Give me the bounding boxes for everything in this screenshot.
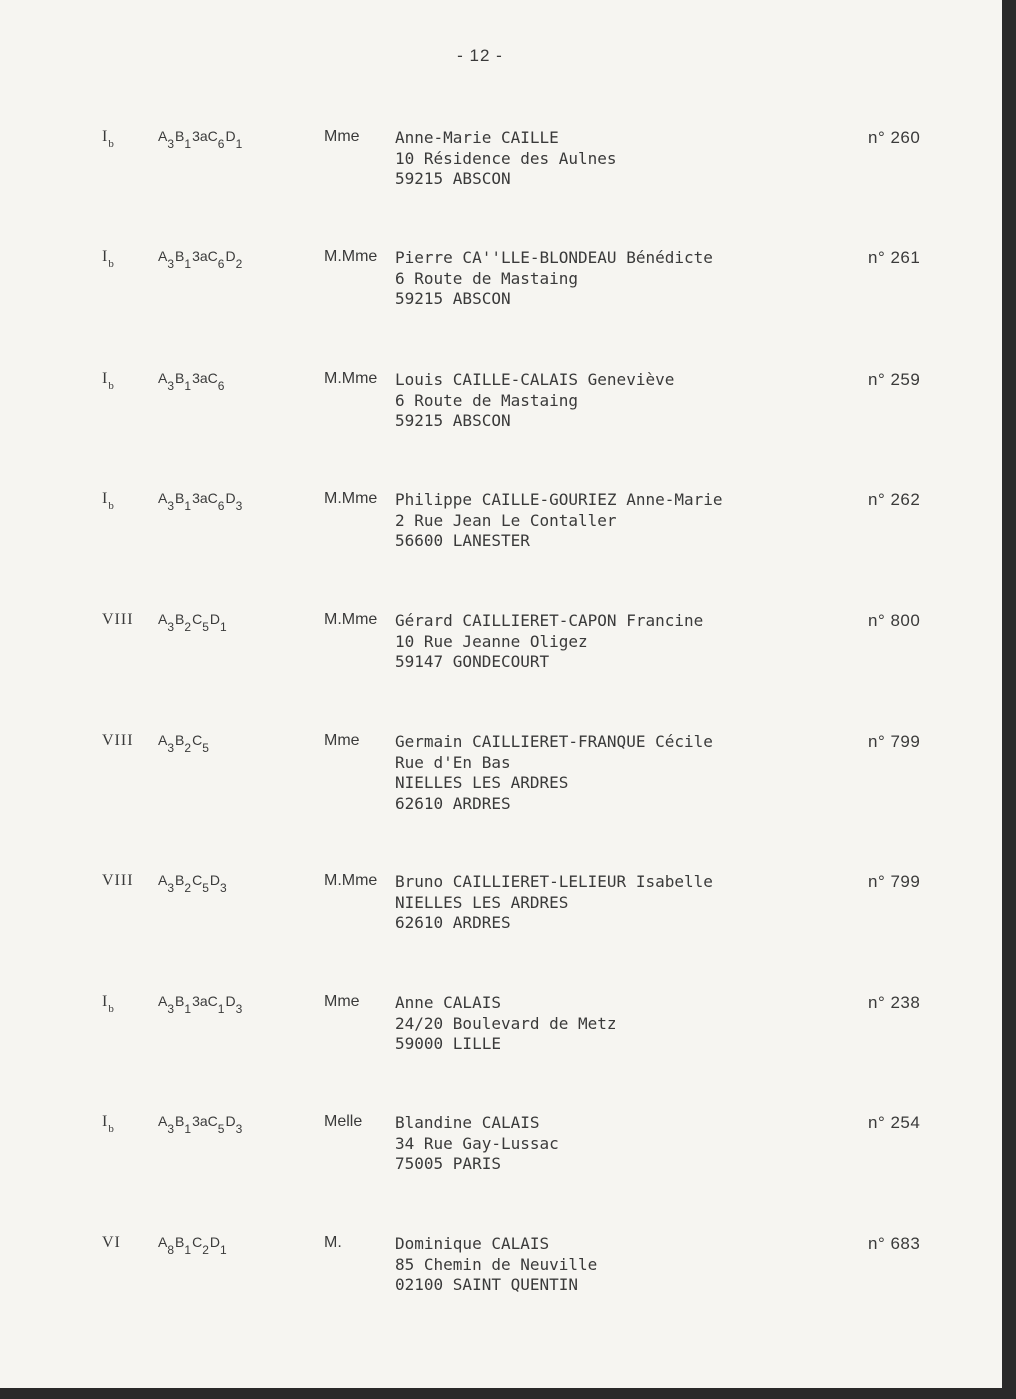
classification-main: I	[102, 128, 109, 145]
code-letter: C	[207, 248, 218, 264]
classification-label	[102, 872, 134, 890]
code-letter: 3a	[192, 1113, 208, 1129]
code-letter: D	[225, 490, 236, 506]
directory-entry	[0, 872, 1002, 952]
name-address-block	[395, 248, 713, 310]
civil-title: Mme	[324, 732, 360, 749]
address-line: Philippe CAILLE-GOURIEZ Anne-Marie	[395, 490, 723, 509]
classification-label	[102, 732, 134, 750]
name-address-block	[395, 1234, 597, 1296]
address-line: Dominique CALAIS	[395, 1234, 550, 1253]
genealogy-code	[158, 248, 243, 271]
classification-main: VI	[102, 1234, 121, 1251]
code-subscript: 5	[202, 881, 209, 895]
civil-title: M.	[324, 1234, 342, 1251]
code-subscript: 6	[217, 379, 225, 393]
address-line: Anne-Marie CAILLE	[395, 128, 559, 147]
code-subscript: 3	[220, 881, 227, 895]
code-subscript: 1	[220, 1243, 227, 1257]
code-subscript: 8	[167, 1243, 175, 1257]
genealogy-code	[158, 1234, 228, 1257]
genealogy-code	[158, 732, 210, 755]
code-subscript: 3	[167, 1002, 175, 1016]
entry-number: n° 800	[868, 611, 921, 630]
code-letter: 3a	[192, 490, 208, 506]
code-subscript: 1	[184, 1243, 192, 1257]
code-subscript: 6	[217, 257, 225, 271]
address-line: Bruno CAILLIERET-LELIEUR Isabelle	[395, 872, 713, 891]
classification-label	[102, 611, 134, 629]
code-subscript: 6	[217, 137, 225, 151]
classification-main: VIII	[102, 611, 134, 628]
genealogy-code	[158, 1113, 243, 1136]
classification-subscript: b	[108, 500, 115, 512]
address-line: 62610 ARDRES	[395, 793, 511, 813]
address-line: 24/20 Boulevard de Metz	[395, 1013, 617, 1033]
address-line: Blandine CALAIS	[395, 1113, 540, 1132]
code-subscript: 2	[184, 881, 192, 895]
civil-title: M.Mme	[324, 490, 378, 507]
entry-number: n° 254	[868, 1113, 921, 1132]
address-line: 59215 ABSCON	[395, 411, 511, 430]
code-subscript: 3	[167, 499, 175, 513]
name-address-block	[395, 611, 703, 673]
classification-main: I	[102, 248, 109, 265]
code-subscript: 3	[167, 741, 175, 755]
code-subscript: 5	[217, 1122, 225, 1136]
code-subscript: 3	[235, 1122, 243, 1136]
classification-main: I	[102, 490, 109, 507]
entry-number: n° 262	[868, 490, 921, 509]
civil-title: M.Mme	[324, 370, 378, 387]
classification-subscript: b	[108, 380, 115, 392]
directory-entry	[0, 370, 1002, 450]
directory-entry	[0, 732, 1002, 812]
entry-number: n° 259	[868, 370, 921, 389]
directory-entry	[0, 1234, 1002, 1314]
code-letter: 3a	[192, 370, 208, 386]
address-line: Rue d'En Bas	[395, 752, 511, 772]
entry-number: n° 238	[868, 993, 921, 1012]
address-line: 10 Résidence des Aulnes	[395, 148, 617, 168]
code-subscript: 3	[167, 379, 175, 393]
directory-entry	[0, 490, 1002, 570]
code-letter: A	[158, 1113, 168, 1129]
address-line: 02100 SAINT QUENTIN	[395, 1275, 579, 1294]
code-letter: C	[207, 490, 218, 506]
address-line: Germain CAILLIERET-FRANQUE Cécile	[395, 732, 713, 751]
entry-number: n° 260	[868, 128, 921, 147]
address-line: 34 Rue Gay-Lussac	[395, 1133, 559, 1153]
civil-title: M.Mme	[324, 872, 378, 889]
address-line: 6 Route de Mastaing	[395, 390, 579, 410]
code-letter: C	[192, 872, 203, 888]
code-subscript: 1	[184, 257, 192, 271]
code-subscript: 1	[184, 137, 192, 151]
classification-subscript: b	[108, 138, 115, 150]
name-address-block	[395, 732, 713, 814]
classification-subscript: b	[108, 1003, 115, 1015]
code-subscript: 3	[167, 1122, 175, 1136]
classification-main: VIII	[102, 732, 134, 749]
code-letter: B	[175, 993, 185, 1009]
code-letter: D	[225, 1113, 236, 1129]
code-subscript: 5	[202, 741, 209, 755]
code-letter: C	[207, 1113, 218, 1129]
code-letter: A	[158, 370, 168, 386]
code-letter: A	[158, 872, 168, 888]
classification-label	[102, 490, 115, 512]
classification-main: I	[102, 1113, 109, 1130]
name-address-block	[395, 872, 713, 934]
code-letter: A	[158, 248, 168, 264]
code-letter: B	[175, 370, 185, 386]
code-letter: A	[158, 128, 168, 144]
entry-number: n° 799	[868, 872, 921, 891]
code-letter: D	[209, 611, 220, 627]
code-letter: C	[207, 128, 218, 144]
address-line: NIELLES LES ARDRES	[395, 773, 569, 792]
code-subscript: 1	[220, 620, 227, 634]
address-line: 62610 ARDRES	[395, 913, 511, 932]
directory-entry	[0, 1113, 1002, 1193]
code-subscript: 3	[167, 257, 175, 271]
classification-subscript: b	[108, 258, 115, 270]
address-line: Louis CAILLE-CALAIS Geneviève	[395, 370, 675, 389]
classification-label	[102, 128, 115, 150]
civil-title: Melle	[324, 1113, 363, 1130]
code-subscript: 3	[167, 137, 175, 151]
civil-title: M.Mme	[324, 248, 378, 265]
code-subscript: 1	[184, 1122, 192, 1136]
code-subscript: 6	[217, 499, 225, 513]
code-letter: D	[225, 248, 236, 264]
code-letter: B	[175, 248, 185, 264]
address-line: 75005 PARIS	[395, 1154, 501, 1173]
code-subscript: 1	[217, 1002, 225, 1016]
name-address-block	[395, 1113, 559, 1175]
address-line: 56600 LANESTER	[395, 531, 530, 550]
civil-title: Mme	[324, 993, 360, 1010]
address-line: 2 Rue Jean Le Contaller	[395, 510, 617, 530]
code-letter: B	[175, 128, 185, 144]
code-letter: B	[175, 1113, 185, 1129]
code-letter: C	[192, 611, 203, 627]
code-subscript: 2	[235, 257, 243, 271]
code-letter: A	[158, 993, 168, 1009]
name-address-block	[395, 490, 723, 552]
code-letter: B	[175, 732, 185, 748]
classification-label	[102, 1234, 121, 1252]
civil-title: M.Mme	[324, 611, 378, 628]
classification-main: I	[102, 370, 109, 387]
address-line: Anne CALAIS	[395, 993, 501, 1012]
genealogy-code	[158, 872, 228, 895]
address-line: 10 Rue Jeanne Oligez	[395, 631, 588, 651]
code-letter: C	[192, 732, 203, 748]
code-letter: B	[175, 1234, 185, 1250]
genealogy-code	[158, 370, 225, 393]
address-line: Gérard CAILLIERET-CAPON Francine	[395, 611, 704, 630]
code-letter: D	[209, 872, 220, 888]
code-subscript: 2	[184, 741, 192, 755]
address-line: 85 Chemin de Neuville	[395, 1254, 598, 1274]
code-letter: B	[175, 611, 185, 627]
code-letter: 3a	[192, 128, 208, 144]
code-subscript: 1	[184, 499, 192, 513]
directory-entry	[0, 611, 1002, 691]
code-subscript: 3	[235, 1002, 243, 1016]
entry-number: n° 261	[868, 248, 921, 267]
code-subscript: 1	[184, 1002, 192, 1016]
address-line: 6 Route de Mastaing	[395, 268, 579, 288]
code-letter: B	[175, 872, 185, 888]
code-letter: 3a	[192, 993, 208, 1009]
genealogy-code	[158, 128, 243, 151]
classification-label	[102, 370, 115, 392]
name-address-block	[395, 128, 617, 190]
code-letter: D	[209, 1234, 220, 1250]
address-line: 59000 LILLE	[395, 1034, 501, 1053]
code-subscript: 1	[184, 379, 192, 393]
address-line: 59147 GONDECOURT	[395, 652, 550, 671]
code-subscript: 2	[184, 620, 192, 634]
code-subscript: 3	[235, 499, 243, 513]
code-letter: D	[225, 128, 236, 144]
code-subscript: 5	[202, 620, 209, 634]
code-letter: A	[158, 490, 168, 506]
genealogy-code	[158, 993, 243, 1016]
classification-label	[102, 1113, 115, 1135]
code-letter: B	[175, 490, 185, 506]
code-letter: A	[158, 611, 168, 627]
classification-main: VIII	[102, 872, 134, 889]
address-line: Pierre CA''LLE-BLONDEAU Bénédicte	[395, 248, 713, 267]
code-letter: C	[207, 993, 218, 1009]
code-letter: C	[207, 370, 218, 386]
classification-main: I	[102, 993, 109, 1010]
name-address-block	[395, 370, 674, 432]
address-line: 59215 ABSCON	[395, 169, 511, 188]
genealogy-code	[158, 611, 228, 634]
page-number: - 12 -	[457, 46, 503, 65]
genealogy-code	[158, 490, 243, 513]
classification-subscript: b	[108, 1123, 115, 1135]
code-subscript: 3	[167, 620, 175, 634]
code-subscript: 3	[167, 881, 175, 895]
name-address-block	[395, 993, 617, 1055]
directory-entry	[0, 128, 1002, 208]
classification-label	[102, 993, 115, 1015]
code-letter: A	[158, 732, 168, 748]
directory-entry	[0, 993, 1002, 1073]
code-letter: C	[192, 1234, 203, 1250]
civil-title: Mme	[324, 128, 360, 145]
entry-number: n° 799	[868, 732, 921, 751]
classification-label	[102, 248, 115, 270]
entry-number: n° 683	[868, 1234, 921, 1253]
code-subscript: 1	[235, 137, 243, 151]
code-letter: D	[225, 993, 236, 1009]
code-subscript: 2	[202, 1243, 209, 1257]
code-letter: 3a	[192, 248, 208, 264]
code-letter: A	[158, 1234, 168, 1250]
directory-entry	[0, 248, 1002, 328]
address-line: NIELLES LES ARDRES	[395, 892, 569, 912]
address-line: 59215 ABSCON	[395, 289, 511, 308]
